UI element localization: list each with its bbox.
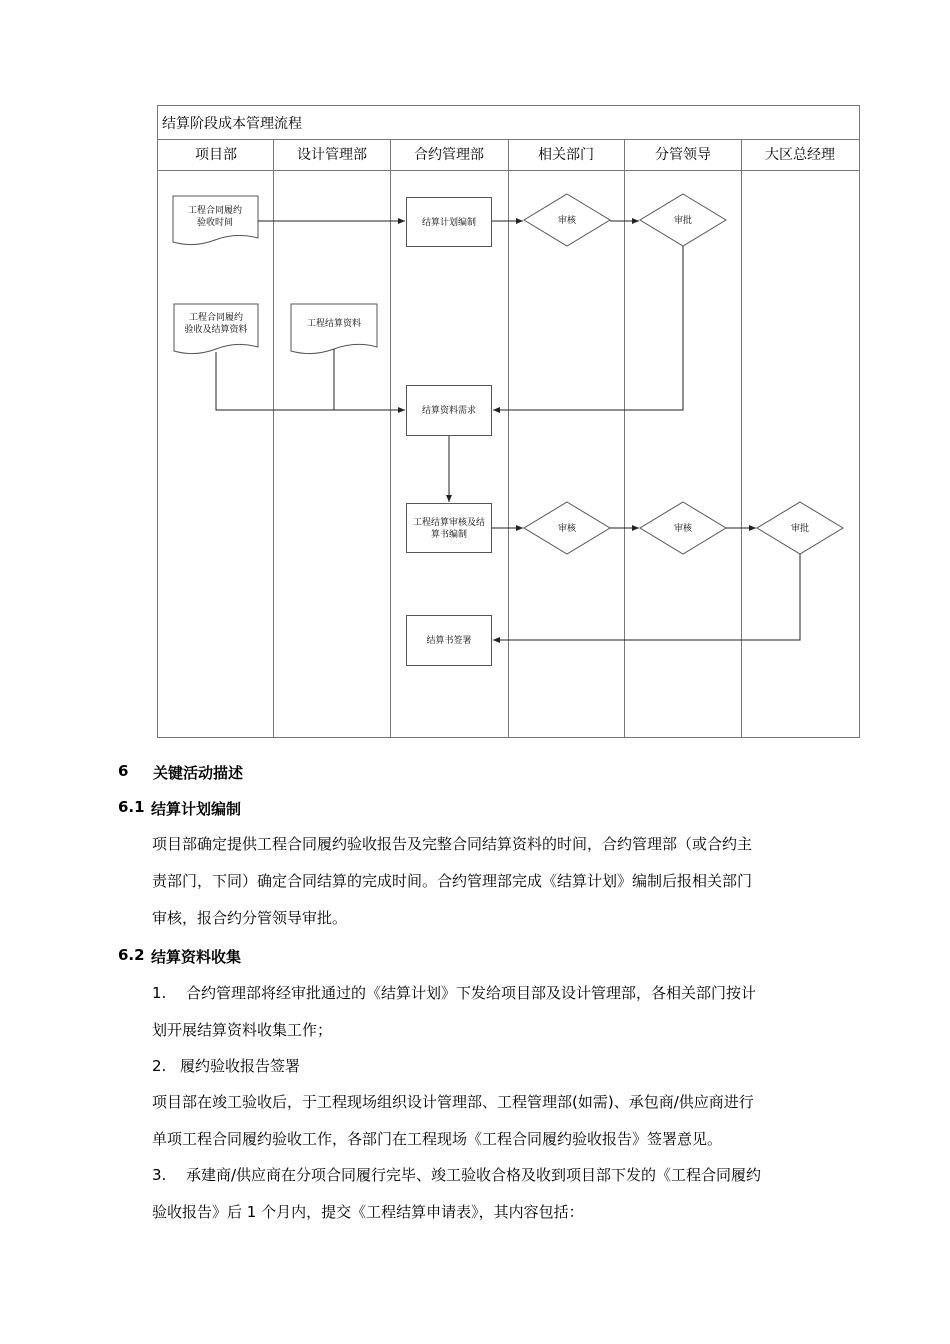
doc2-line2: 验收及结算资料 (184, 325, 248, 335)
doc1-line1: 工程合同履约 (187, 206, 243, 216)
doc2-line1: 工程合同履约 (188, 313, 244, 323)
paragraph-6-1-line-3: 审核，报合约分管领导审批。 (152, 909, 348, 927)
lane-header-related: 相关部门 (538, 147, 594, 163)
lane-header-contract: 合约管理部 (414, 147, 484, 163)
item-2-line-1: 项目部在竣工验收后，于工程现场组织设计管理部、工程管理部(如需)、承包商/供应商进行 (152, 1093, 754, 1111)
flowchart-title: 结算阶段成本管理流程 (162, 116, 302, 132)
box4-label: 结算书签署 (426, 636, 472, 646)
section-6-1-number: 6.1 (118, 798, 145, 816)
box3-line2: 算书编制 (430, 530, 468, 540)
d4-label: 审核 (673, 524, 693, 534)
item-1-number: 1. (152, 984, 167, 1002)
section-6-2-number: 6.2 (118, 946, 145, 964)
section-6-title: 关键活动描述 (153, 764, 244, 782)
arrow-approve2-to-sign (493, 554, 800, 640)
paragraph-6-1-line-1: 项目部确定提供工程合同履约验收报告及完整合同结算资料的时间，合约管理部（或合约主 (152, 835, 753, 853)
doc1-line2: 验收时间 (196, 218, 234, 228)
d5-label: 审批 (790, 524, 810, 534)
section-6-1-title: 结算计划编制 (151, 800, 242, 818)
item-3-line-1: 承建商/供应商在分项合同履行完毕、竣工验收合格及收到项目部下发的《工程合同履约 (186, 1166, 762, 1184)
item-3-number: 3. (152, 1166, 167, 1184)
section-6-2-title: 结算资料收集 (151, 948, 242, 966)
d1-label: 审核 (557, 216, 577, 226)
arrow-approve-to-demand (493, 246, 683, 410)
box3-line1: 工程结算审核及结 (412, 518, 486, 528)
item-2-title: 履约验收报告签署 (180, 1057, 301, 1075)
item-2-line-2: 单项工程合同履约验收工作，各部门在工程现场《工程合同履约验收报告》签署意见。 (152, 1130, 723, 1148)
arrow-doc2-to-demand (216, 352, 405, 410)
d3-label: 审核 (557, 524, 577, 534)
lane-header-project: 项目部 (195, 147, 237, 163)
paragraph-6-1-line-2: 责部门，下同）确定合同结算的完成时间。合约管理部完成《结算计划》编制后报相关部门 (152, 872, 753, 890)
lane-header-design: 设计管理部 (297, 147, 367, 163)
lane-header-gm: 大区总经理 (765, 147, 835, 163)
lane-header-leader: 分管领导 (655, 147, 711, 163)
box2-label: 结算资料需求 (421, 406, 477, 416)
item-2-number: 2. (152, 1057, 167, 1075)
doc3-line1: 工程结算资料 (306, 319, 362, 329)
box1-label: 结算计划编制 (421, 218, 477, 228)
item-1-line-2: 划开展结算资料收集工作； (152, 1021, 333, 1039)
section-6-number: 6 (118, 762, 129, 780)
box-settlement-review (407, 504, 492, 553)
item-3-line-2: 验收报告》后 1 个月内，提交《工程结算申请表》，其内容包括： (152, 1203, 584, 1221)
d2-label: 审批 (673, 216, 693, 226)
item-1-line-1: 合约管理部将经审批通过的《结算计划》下发给项目部及设计管理部，各相关部门按计 (186, 984, 757, 1002)
